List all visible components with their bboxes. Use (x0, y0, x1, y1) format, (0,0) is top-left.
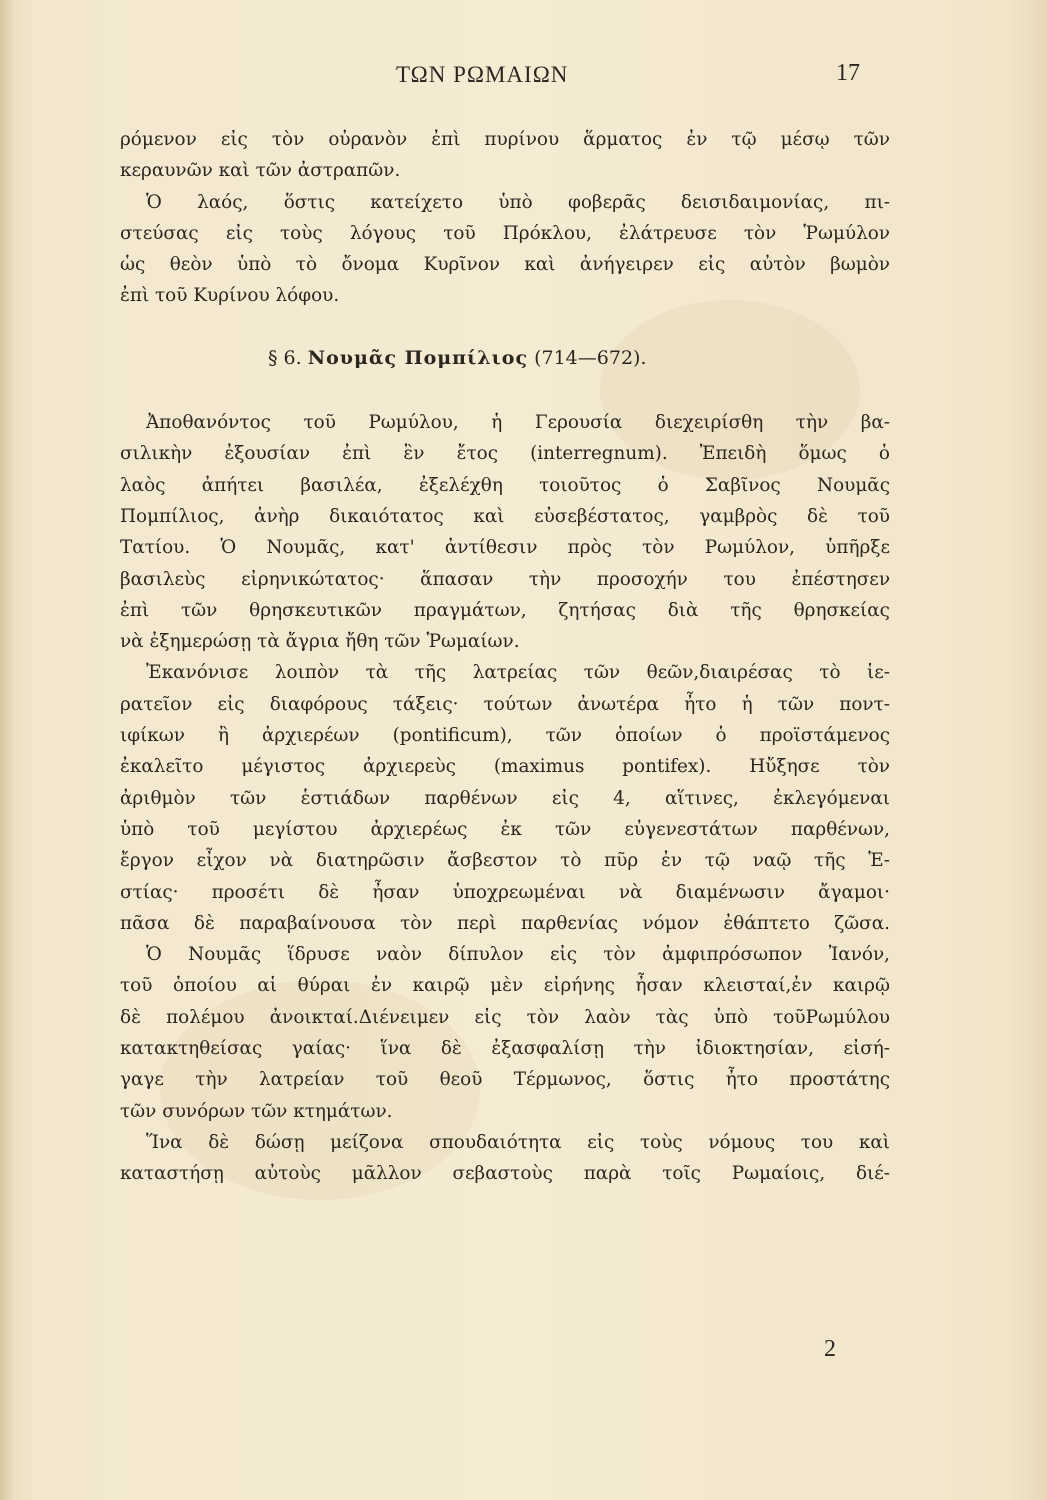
text-line: πᾶσα δὲ παραβαίνουσα τὸν περὶ παρθενίας νόμον ἐθάπτετο ζῶσα. (120, 912, 890, 934)
text-line: Τατίου. Ὁ Νουμᾶς, κατ' ἀντίθεσιν πρὸς τὸν Ρωμύλον, ὑπῆρξε (120, 537, 890, 559)
section-heading (120, 343, 890, 374)
text-line: Ἵνα δὲ δώσῃ μείζονα σπουδαιότητα εἰς τοὺς νόμους του καὶ (146, 1131, 890, 1153)
text-line: στίας· προσέτι δὲ ἦσαν ὑποχρεωμέναι νὰ διαμένωσιν ἄγαμοι· (120, 881, 890, 903)
body-text (120, 124, 890, 1190)
text-line: σιλικὴν ἐξουσίαν ἐπὶ ἓν ἔτος (interregnum). Ἐπειδὴ ὅμως ὁ (120, 443, 890, 465)
text-line: Ἀποθανόντος τοῦ Ρωμύλου, ἡ Γερουσία διεχειρίσθη τὴν βα- (146, 412, 890, 434)
text-line: Ὁ λαός, ὅστις κατείχετο ὑπὸ φοβερᾶς δεισιδαιμονίας, πι- (146, 191, 890, 213)
signature-mark: 2 (824, 1336, 836, 1362)
text-line: Πομπίλιος, ἀνὴρ δικαιότατος καὶ εὐσεβέστατος, γαμβρὸς δὲ τοῦ (120, 505, 890, 527)
text-line: ρατεῖον εἰς διαφόρους τάξεις· τούτων ἀνωτέρα ἦτο ἡ τῶν ποντ- (120, 693, 890, 715)
text-line: λαὸς ἀπήτει βασιλέα, ἐξελέχθη τοιοῦτος ὁ Σαβῖνος Νουμᾶς (120, 474, 890, 496)
text-line: ἔργον εἶχον νὰ διατηρῶσιν ἄσβεστον τὸ πῦρ ἐν τῷ ναῷ τῆς Ἑ- (120, 850, 890, 872)
text-line: ἀριθμὸν τῶν ἑστιάδων παρθένων εἰς 4, αἵτινες, ἐκλεγόμεναι (120, 787, 890, 809)
text-line: νὰ ἐξημερώσῃ τὰ ἄγρια ἤθη τῶν Ῥωμαίων. (120, 631, 520, 653)
section-title: Νουμᾶς Πομπίλιος (307, 346, 529, 369)
text-line: ἐπὶ τῶν θρησκευτικῶν πραγμάτων, ζητήσας διὰ τῆς θρησκείας (120, 599, 890, 621)
text-line: τοῦ ὁποίου αἱ θύραι ἐν καιρῷ μὲν εἰρήνης ἦσαν κλεισταί,ἐν καιρῷ (120, 975, 890, 997)
text-line: ὡς θεὸν ὑπὸ τὸ ὄνομα Κυρῖνον καὶ ἀνήγειρεν εἰς αὐτὸν βωμὸν (120, 254, 890, 276)
text-line: καταστήσῃ αὐτοὺς μᾶλλον σεβαστοὺς παρὰ τοῖς Ρωμαίοις, διέ- (120, 1163, 890, 1185)
section-dates: (714—672). (534, 346, 647, 369)
running-head: ΤΩΝ ΡΩΜΑΙΩΝ (396, 62, 569, 87)
section-number: § 6. (268, 346, 302, 369)
text-line: ἐπὶ τοῦ Κυρίνου λόφου. (120, 285, 340, 307)
text-line: δὲ πολέμου ἀνοικταί.Διένειμεν εἰς τὸν λαὸν τὰς ὑπὸ τοῦΡωμύλου (120, 1006, 890, 1028)
text-line: ιφίκων ἢ ἀρχιερέων (pontificum), τῶν ὁποίων ὁ προϊστάμενος (120, 725, 890, 747)
page-number: 17 (836, 60, 860, 86)
page-edge-shadow (0, 0, 14, 1500)
text-line: ἐκαλεῖτο μέγιστος ἀρχιερεὺς (maximus pontifex). Ηὔξησε τὸν (120, 756, 890, 778)
text-line: στεύσας εἰς τοὺς λόγους τοῦ Πρόκλου, ἐλάτρευσε τὸν Ῥωμύλον (120, 222, 890, 244)
text-line: ὑπὸ τοῦ μεγίστου ἀρχιερέως ἐκ τῶν εὐγενεστάτων παρθένων, (120, 818, 890, 840)
text-line: κατακτηθείσας γαίας· ἵνα δὲ ἐξασφαλίσῃ τὴν ἰδιοκτησίαν, εἰσή- (120, 1038, 890, 1060)
text-line: βασιλεὺς εἰρηνικώτατος· ἅπασαν τὴν προσοχήν του ἐπέστησεν (120, 568, 890, 590)
text-line: τῶν συνόρων τῶν κτημάτων. (120, 1100, 393, 1122)
text-line: κεραυνῶν καὶ τῶν ἀστραπῶν. (120, 160, 401, 182)
text-line: ρόμενον εἰς τὸν οὐρανὸν ἐπὶ πυρίνου ἅρματος ἐν τῷ μέσῳ τῶν (120, 129, 890, 150)
text-line: Ὁ Νουμᾶς ἵδρυσε ναὸν δίπυλον εἰς τὸν ἀμφιπρόσωπον Ἰανόν, (146, 944, 890, 966)
text-line: Ἐκανόνισε λοιπὸν τὰ τῆς λατρείας τῶν θεῶν,διαιρέσας τὸ ἱε- (146, 662, 890, 684)
text-line: γαγε τὴν λατρείαν τοῦ θεοῦ Τέρμωνος, ὅστις ἦτο προστάτης (120, 1069, 890, 1091)
